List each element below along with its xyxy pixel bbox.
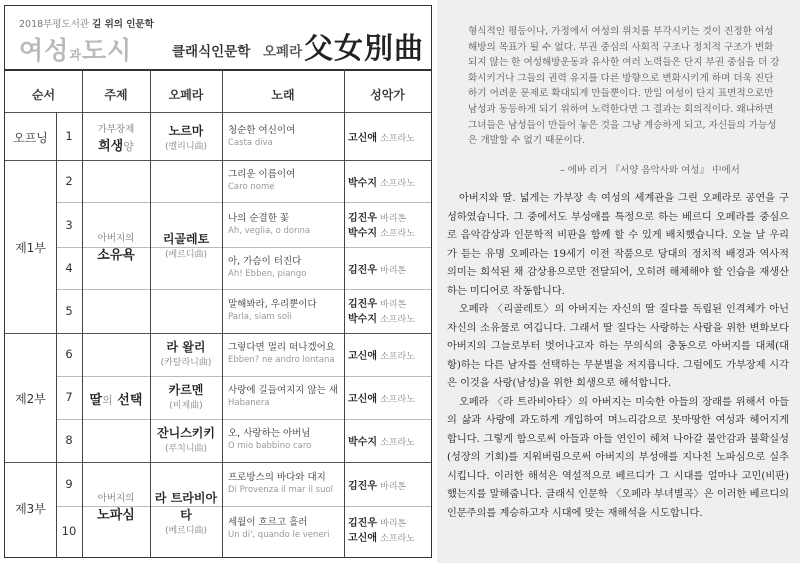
row-divider	[56, 376, 431, 377]
epigraph-quote: 형식적인 평등이나, 가정에서 여성의 위치를 부각시키는 것이 진정한 여성해방의 목표가 될 수 없다. 부권 중심의 사회적 구조나 정치적 구조가 변화되지 않는 한 여성해방운동과 유사한 여러 노력들은 단지 부권 중심을 더 강화시키거나 그들의 권력 유지를 다른 방향으로 변화시키게 하며 더욱 진단하기 어려운 문제로 확대되게 만들뿐이다. 만일 여성이 단지 표면적으로만 남성과 동등하게 되기 위하여 노력한다면 그 결과는 회의적이다. 왜냐하면 그녀들은 남성들이 만들어 놓은 것을 그냥 계승하게 되고, 자신들의 가능성은 개발할 수 없기 때문이다.	[468, 26, 780, 147]
essay-paragraph: 아버지와 딸. 넓게는 가부장 속 여성의 세계관을 그린 오페라로 공연을 구성하였습니다. 그 중에서도 부성애를 특정으로 하는 베르디 오페라를 중심으로 음악감상과 인문학적 비판을 함께 할 수 있게 배치했습니다. 오늘 날 우리가 듣는 유명 오페라는 19세기 이전 작품으로 당대의 정치적 배경과 역사적 의미는 희석된 채 감상용으로만 전달되어, 오히려 해체해야 할 인습을 재생산하는 미디어로 작동합니다.	[447, 193, 789, 297]
song-veglia: 나의 순결한 꽃 Ah, veglia, o donna	[228, 213, 311, 236]
row-divider	[5, 462, 431, 463]
essay-paragraph: 오페라 〈리골레토〉의 아버지는 자신의 딸 질다를 독립된 인격체가 아닌 자신의 소유물로 여깁니다. 그래서 딸 질다는 사랑하는 사람을 위한 변화보다 아버지의 그늘로부터 벗어나고자 하는 무의식의 충동으로 아버지를 대체(대항)하는 다른 남자를 선택하는 무분별을 저지릅니다. 그럼에도 가부장제 시각은 이것을 사랑(남성)을 위한 희생으로 해석합니다.	[447, 304, 789, 389]
row-number: 5	[65, 304, 73, 318]
song-un-di: 세월이 흐르고 흘러 Un di', quando le veneri	[228, 517, 330, 540]
col-header-theme: 주제	[104, 88, 128, 102]
opera-norma: 노르마 (벨리니曲)	[164, 124, 208, 152]
song-ebben-piango: 아, 가슴이 터진다 Ah! Ebben, piango	[228, 256, 307, 279]
song-casta-diva: 청순한 여신이여 Casta diva	[228, 125, 296, 148]
essay-paragraph: 오페라 〈라 트라비아타〉의 아버지는 미숙한 아들의 장래를 위해서 아들의 삶과 사랑에 과도하게 개입하여 며느리감으로 못마땅한 여성과 헤어지게 합니다. 그렇게 함으로써 아들과 아들 연인이 헤쳐 나아갈 불안감과 불확실성(성장의 기회)를 지워버림으로써 아버지의 부성애를 지나친 노파심으로 실추시킵니다. 이러한 해석은 역설적으로 베르디가 그 시대를 얼마나 고민(비판)했는지를 말해줍니다. 클래식 인문학 〈오페라 부녀별곡〉은 이러한 베르디의 인문주의를 계승하고자 시대에 맞는 재해석을 시도합니다.	[447, 396, 789, 519]
section-part1: 제1부	[15, 241, 46, 255]
row-number: 1	[65, 129, 73, 143]
header-org: 2018부평도서관 길 위의 인문학	[19, 19, 154, 30]
opera-carmen: 카르멘 (비제曲)	[168, 383, 204, 411]
song-habanera: 사랑에 길들여지지 않는 새 Habanera	[228, 385, 339, 408]
row-number: 9	[65, 477, 73, 491]
song-parla: 말해봐라, 우리뿐이다 Parla, siam soli	[228, 299, 317, 322]
row-number: 4	[65, 261, 73, 275]
song-babbino-caro: 오, 사랑하는 아버님 O mio babbino caro	[228, 428, 312, 451]
row-number: 3	[65, 218, 73, 232]
section-part2: 제2부	[15, 392, 46, 406]
song-ebben-lontana: 그렇다면 멀리 떠나겠어요 Ebben? ne andro lontana	[228, 342, 335, 365]
col-header-order: 순서	[31, 88, 56, 102]
theme-sacrifice: 가부장제 희생양	[97, 124, 135, 154]
essay-body	[447, 190, 789, 523]
header-opera-label: 오페라	[263, 44, 303, 60]
theme-possessiveness: 아버지의 소유욕	[97, 233, 135, 263]
performer-cell: 고신애 소프라노	[348, 133, 415, 144]
opera-la-traviata: 라 트라비아타 (베르디曲)	[154, 491, 218, 536]
row-number: 2	[65, 174, 73, 188]
song-di-provenza: 프로방스의 바다와 대지 Di Provenza il mar il suol	[228, 472, 334, 495]
performer-cell: 김진우 바리톤 박수지 소프라노	[348, 213, 415, 239]
table-top-border	[5, 69, 431, 71]
song-caro-nome: 그리운 이름이여 Caro nome	[228, 169, 296, 192]
opera-la-wally: 라 왈리 (카탈라니曲)	[160, 340, 212, 368]
row-number: 6	[65, 347, 73, 361]
section-opening: 오프닝	[13, 131, 48, 145]
row-divider	[56, 202, 431, 203]
col-header-opera: 오페라	[168, 88, 204, 102]
row-number: 7	[65, 390, 73, 404]
row-number: 8	[65, 433, 73, 447]
col-header-singer: 성악가	[370, 88, 405, 102]
row-divider	[56, 289, 431, 290]
performer-cell: 김진우 바리톤 고신애 소프라노	[348, 518, 415, 544]
header-series-title: 여성과도시	[19, 36, 133, 65]
section-part3: 제3부	[15, 502, 46, 516]
header-hanja-title: 父女別曲	[304, 31, 425, 65]
col-divider	[222, 69, 223, 558]
epigraph-citation: – 에바 리거 『서양 음악사와 여성』 中에서	[560, 165, 740, 176]
header-subtitle: 클래식인문학	[172, 44, 251, 60]
performer-cell: 고신애 소프라노	[348, 394, 415, 405]
performer-cell: 박수지 소프라노	[348, 178, 415, 189]
col-divider	[344, 69, 345, 558]
col-header-song: 노래	[271, 88, 295, 102]
program-header	[5, 6, 431, 76]
row-divider	[56, 419, 431, 420]
performer-cell: 김진우 바리톤	[348, 265, 407, 276]
row-divider	[5, 333, 431, 334]
opera-rigoletto: 리골레토 (베르디曲)	[162, 232, 210, 260]
table-header-divider	[5, 112, 431, 113]
row-divider	[5, 160, 431, 161]
performer-cell: 김진우 바리톤	[348, 481, 407, 492]
opera-gianni-schicchi: 잔니스키키 (푸치니曲)	[157, 426, 215, 454]
performer-cell: 김진우 바리톤 박수지 소프라노	[348, 299, 415, 325]
theme-worry: 아버지의 노파심	[97, 493, 135, 523]
theme-choice: 딸의 선택	[89, 393, 143, 408]
performer-cell: 고신애 소프라노	[348, 351, 415, 362]
performer-cell: 박수지 소프라노	[348, 437, 415, 448]
row-number: 10	[61, 524, 77, 538]
